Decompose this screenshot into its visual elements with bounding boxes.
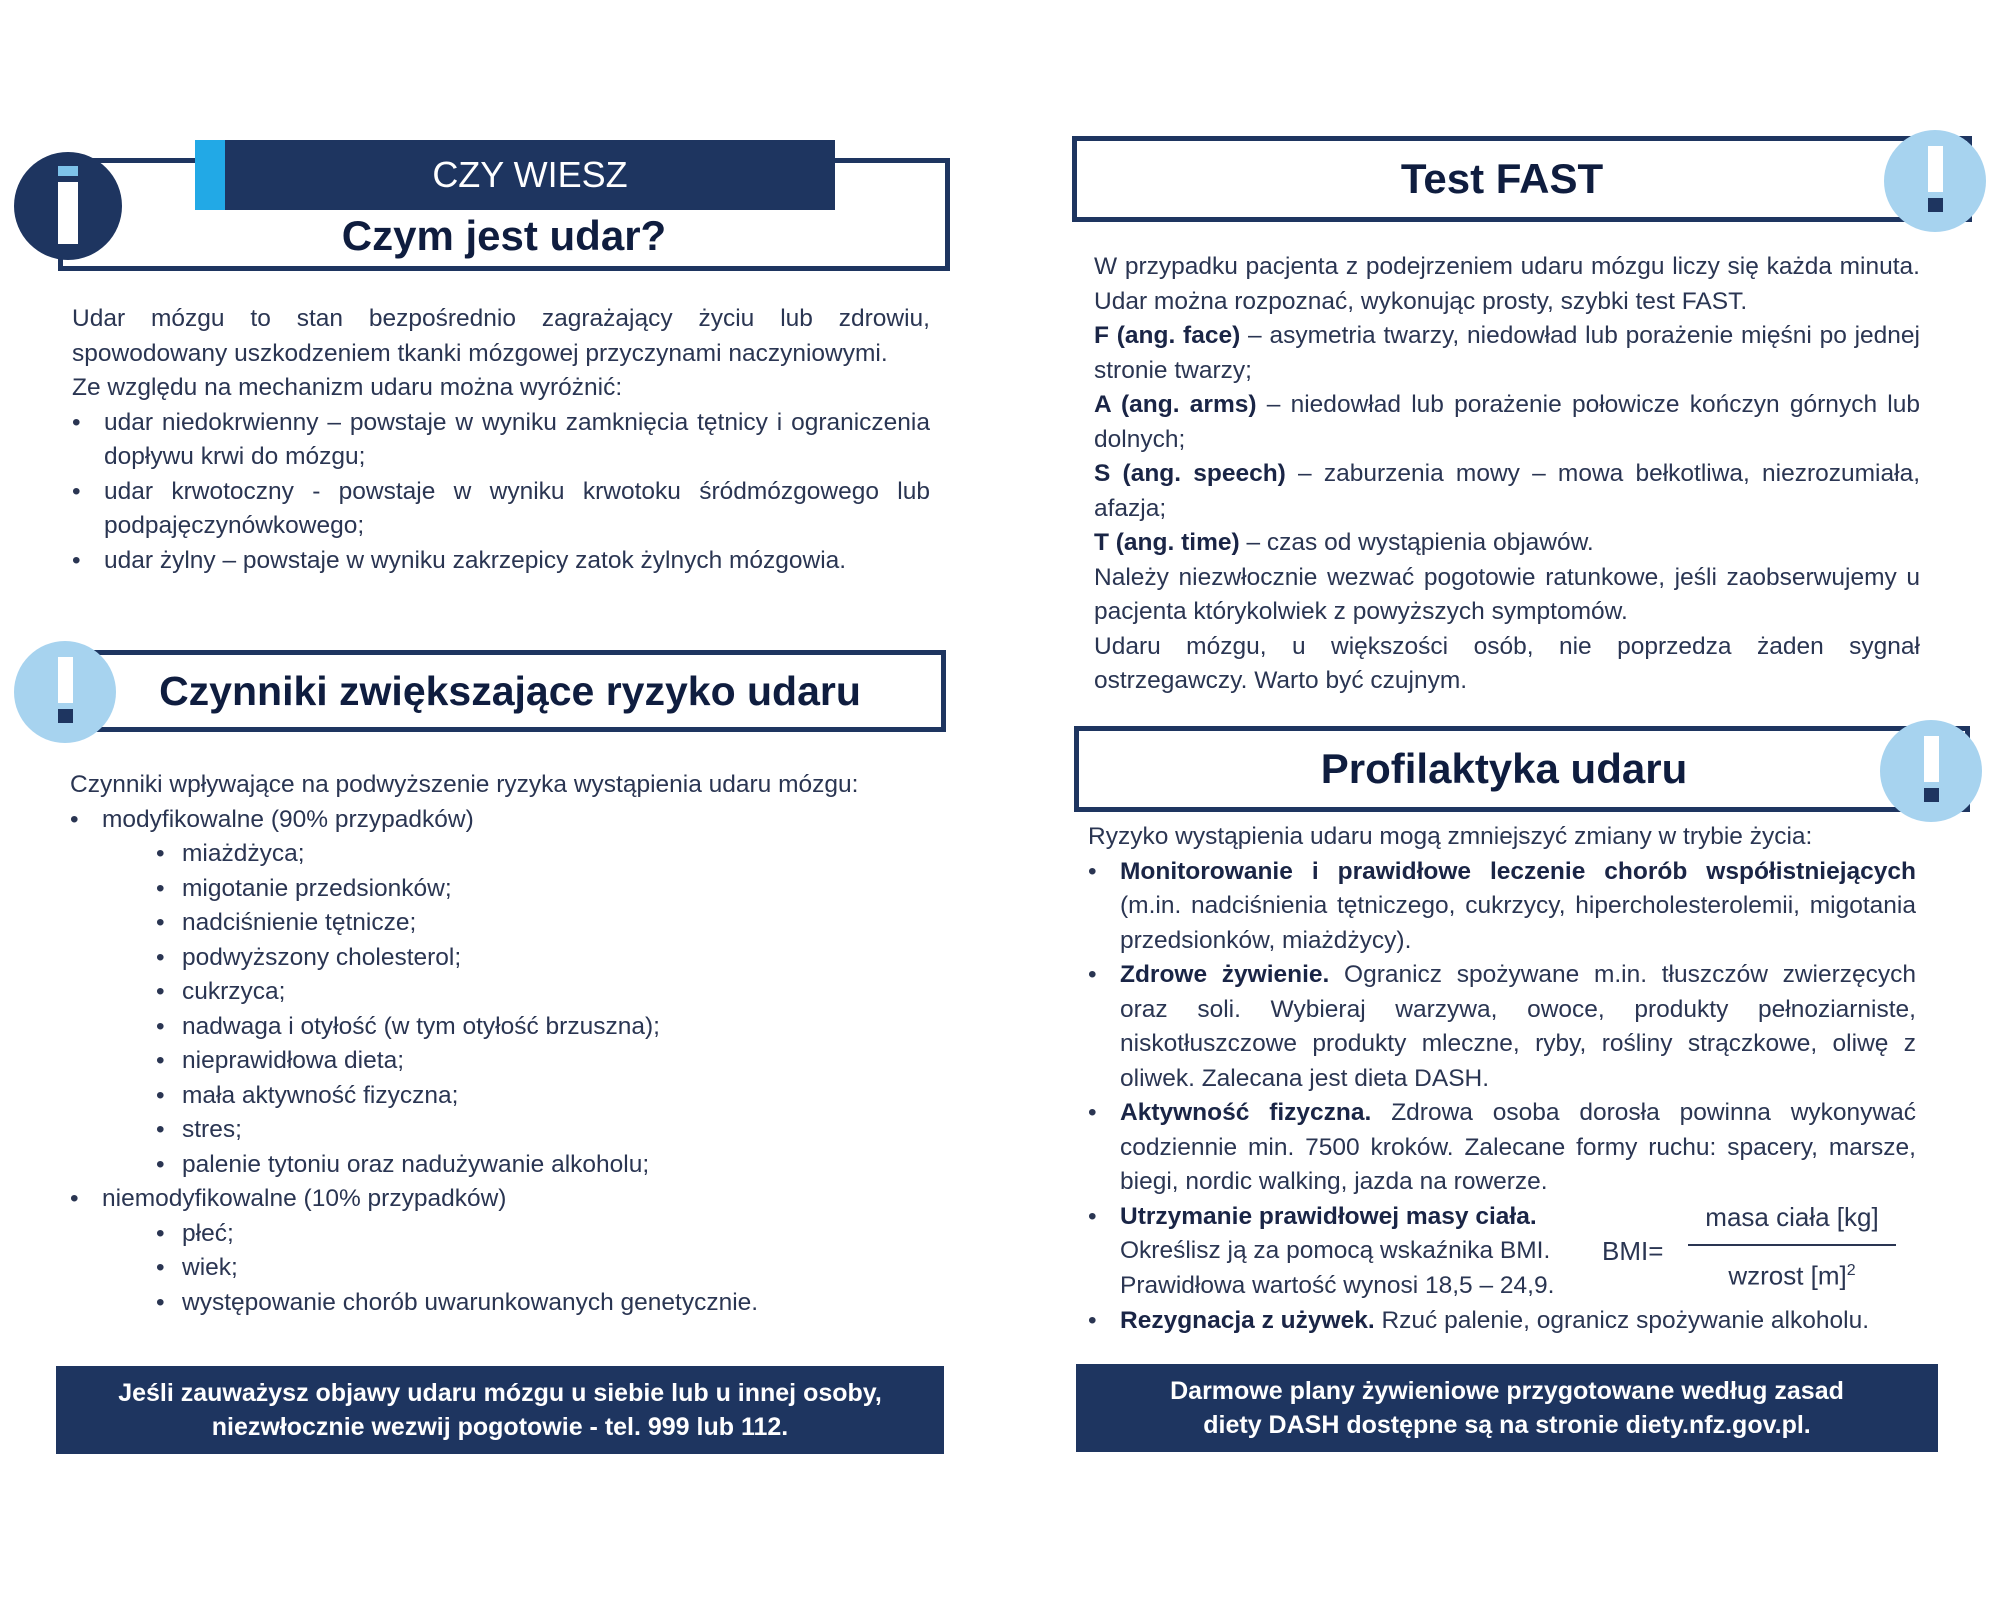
- risk-groups-list-2: [70, 1182, 950, 1217]
- prevention-text: Rzuć palenie, ogranicz spożywanie alkoholu.: [1374, 1306, 1870, 1334]
- did-you-know-label: CZY WIESZ: [432, 154, 628, 195]
- section-what-is-stroke-title: Czym jest udar?: [341, 212, 667, 259]
- list-item: • stres;: [70, 1113, 950, 1148]
- emergency-footer-line2: niezwłocznie wezwij pogotowie - tel. 999 lub 112.: [211, 1413, 789, 1441]
- info-icon: [14, 152, 122, 260]
- list-item: • udar żylny – powstaje w wyniku zakrzepicy zatok żylnych mózgowia.: [72, 544, 930, 579]
- risk-intro: Czynniki wpływające na podwyższenie ryzyka wystąpienia udaru mózgu:: [70, 771, 859, 798]
- prevention-label: Zdrowe żywienie.: [1120, 961, 1330, 988]
- section-prevention-body: [1088, 820, 1916, 1338]
- list-item: • płeć;: [70, 1217, 950, 1252]
- section-risk-factors-body: [70, 768, 950, 1320]
- banner-accent: [195, 140, 225, 210]
- stroke-types-list: [72, 406, 930, 579]
- nonmodifiable-group-label: • niemodyfikowalne (10% przypadków): [70, 1182, 950, 1217]
- bmi-denominator-text: wzrost [m]: [1728, 1260, 1847, 1291]
- section-risk-factors-title: Czynniki zwiększające ryzyko udaru: [159, 668, 861, 714]
- fast-text: – asymetria twarzy, niedowład lub porażenie mięśni po jednej stronie twarzy;: [1094, 322, 1921, 384]
- list-item: • miażdżyca;: [70, 837, 950, 872]
- list-item: • występowanie chorób uwarunkowanych genetycznie.: [70, 1286, 950, 1321]
- bmi-formula: [1602, 1200, 1902, 1304]
- list-item: • wiek;: [70, 1251, 950, 1286]
- section-fast-test-body: [1094, 250, 1920, 699]
- bmi-denominator: [1688, 1254, 1896, 1293]
- emergency-footer: [56, 1366, 944, 1454]
- list-item: [1088, 855, 1916, 959]
- fast-label: S (ang. speech): [1094, 460, 1286, 487]
- list-item: • migotanie przedsionków;: [70, 872, 950, 907]
- exclamation-icon: [14, 641, 116, 743]
- list-item-bmi: [1088, 1200, 1916, 1304]
- fast-call-emergency: Należy niezwłocznie wezwać pogotowie ratunkowe, jeśli zaobserwujemy u pacjenta którykolwiek z powyższych symptomów.: [1094, 563, 1920, 625]
- bmi-line2: Określisz ją za pomocą wskaźnika BMI.: [1120, 1237, 1551, 1264]
- diet-footer-line1: Darmowe plany żywieniowe przygotowane według zasad: [1170, 1377, 1844, 1405]
- bmi-line3: Prawidłowa wartość wynosi 18,5 – 24,9.: [1120, 1271, 1555, 1299]
- stroke-definition: Udar mózgu to stan bezpośrednio zagrażający życiu lub zdrowiu, spowodowany uszkodzeniem tkanki mózgowej przyczynami naczyniowymi.: [72, 305, 930, 367]
- list-item: • udar krwotoczny - powstaje w wyniku krwotoku śródmózgowego lub podpajęczynówkowego;: [72, 475, 930, 544]
- list-item: [1088, 1304, 1916, 1339]
- fast-label: A (ang. arms): [1094, 391, 1257, 418]
- modifiable-factors-list: [70, 837, 950, 1182]
- bmi-exponent: 2: [1846, 1261, 1856, 1279]
- nonmodifiable-factors-list: [70, 1217, 950, 1321]
- prevention-intro: Ryzyko wystąpienia udaru mogą zmniejszyć zmiany w trybie życia:: [1088, 823, 1813, 850]
- prevention-text: Ogranicz spożywane m.in. tłuszczów zwierzęcych oraz soli. Wybieraj warzywa, owoce, produkty pełnoziarniste, niskotłuszczowe produkty mleczne, ryby, rośliny strączkowe, oliwę z oliwek. Zalecana jest dieta DASH.: [1120, 961, 1916, 1092]
- section-fast-test-title: Test FAST: [1400, 155, 1604, 202]
- risk-groups-list: [70, 803, 950, 838]
- list-item: • mała aktywność fizyczna;: [70, 1079, 950, 1114]
- prevention-label: Aktywność fizyczna.: [1120, 1099, 1372, 1126]
- bmi-label: Utrzymanie prawidłowej masy ciała.: [1120, 1202, 1537, 1230]
- mechanism-intro: Ze względu na mechanizm udaru można wyróżnić:: [72, 374, 623, 401]
- fast-item-time: [1094, 526, 1920, 561]
- diet-plans-footer: [1076, 1364, 1938, 1452]
- prevention-text: (m.in. nadciśnienia tętniczego, cukrzycy, hipercholesterolemii, migotania przedsionków, miażdżycy).: [1120, 892, 1916, 954]
- list-item: • nadwaga i otyłość (w tym otyłość brzuszna);: [70, 1010, 950, 1045]
- list-item: • nadciśnienie tętnicze;: [70, 906, 950, 941]
- list-item: [1088, 1096, 1916, 1200]
- fast-label: T (ang. time): [1094, 529, 1240, 556]
- list-item: [1088, 958, 1916, 1096]
- emergency-footer-line1: Jeśli zauważysz objawy udaru mózgu u siebie lub u innej osoby,: [118, 1379, 882, 1407]
- section-what-is-stroke-body: [72, 302, 930, 578]
- fast-item-arms: [1094, 388, 1920, 457]
- fast-text: – niedowład lub porażenie połowicze kończyn górnych lub dolnych;: [1094, 391, 1920, 453]
- diet-footer-line2: diety DASH dostępne są na stronie diety.nfz.gov.pl.: [1203, 1411, 1811, 1439]
- bmi-fraction-line: [1688, 1244, 1896, 1246]
- prevention-text: Zdrowa osoba dorosła powinna wykonywać codziennie min. 7500 kroków. Zalecane formy ruchu: spacery, marsze, biegi, nordic walking, jazda na rowerze.: [1120, 1099, 1916, 1195]
- modifiable-group-label: • modyfikowalne (90% przypadków): [70, 803, 950, 838]
- list-item: • palenie tytoniu oraz nadużywanie alkoholu;: [70, 1148, 950, 1183]
- bmi-numerator: masa ciała [kg]: [1705, 1201, 1879, 1232]
- prevention-label: Rezygnacja z używek.: [1120, 1306, 1375, 1334]
- list-item: • nieprawidłowa dieta;: [70, 1044, 950, 1079]
- fast-item-face: [1094, 319, 1920, 388]
- section-prevention-title: Profilaktyka udaru: [1320, 745, 1688, 792]
- list-item: • podwyższony cholesterol;: [70, 941, 950, 976]
- fast-text: – czas od wystąpienia objawów.: [1239, 529, 1594, 556]
- bmi-prefix: BMI=: [1602, 1235, 1664, 1266]
- prevention-list: [1088, 855, 1916, 1339]
- fast-intro: W przypadku pacjenta z podejrzeniem udaru mózgu liczy się każda minuta. Udar można rozpoznać, wykonując prosty, szybki test FAST.: [1094, 253, 1920, 315]
- prevention-label: Monitorowanie i prawidłowe leczenie chorób współistniejących: [1120, 857, 1916, 885]
- list-item: • cukrzyca;: [70, 975, 950, 1010]
- fast-warning: Udaru mózgu, u większości osób, nie poprzedza żaden sygnał ostrzegawczy. Warto być czujnym.: [1094, 632, 1920, 694]
- list-item: • udar niedokrwienny – powstaje w wyniku zamknięcia tętnicy i ograniczenia dopływu krwi do mózgu;: [72, 406, 930, 475]
- exclamation-icon: [1884, 130, 1986, 232]
- fast-text: – zaburzenia mowy – mowa bełkotliwa, niezrozumiała, afazja;: [1094, 460, 1921, 522]
- fast-item-speech: [1094, 457, 1920, 526]
- fast-label: F (ang. face): [1094, 322, 1241, 349]
- exclamation-icon: [1880, 720, 1982, 822]
